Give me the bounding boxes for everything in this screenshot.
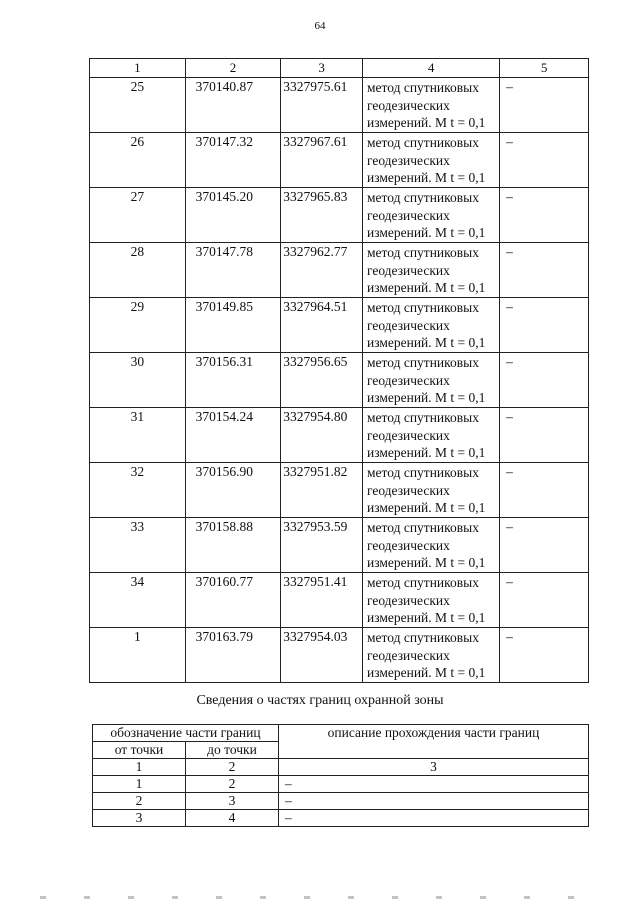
page-number: 64 (314, 20, 326, 32)
column-header: 3 (281, 59, 363, 78)
y-coordinate-cell: 3327964.51 (281, 298, 363, 353)
note-cell: – (500, 298, 589, 353)
y-coordinate-cell: 3327975.61 (281, 78, 363, 133)
y-coordinate-cell: 3327953.59 (281, 518, 363, 573)
description-cell: – (279, 793, 589, 810)
table-row (90, 188, 589, 243)
table-row (90, 408, 589, 463)
table-row (90, 133, 589, 188)
section-title: Сведения о частях границ охранной зоны (196, 693, 444, 708)
from-point-cell: 2 (93, 793, 186, 810)
scan-artifact-line (40, 896, 600, 899)
note-cell: – (500, 518, 589, 573)
column-number: 2 (186, 759, 279, 776)
y-coordinate-cell: 3327965.83 (281, 188, 363, 243)
table-row (90, 243, 589, 298)
from-point-cell: 3 (93, 810, 186, 827)
to-point-cell: 2 (186, 776, 279, 793)
description-cell: – (279, 776, 589, 793)
point-number-cell: 1 (90, 628, 186, 683)
x-coordinate-cell: 370156.90 (185, 463, 281, 518)
boundary-description-header: описание прохождения части границ (279, 725, 589, 759)
x-coordinate-cell: 370158.88 (185, 518, 281, 573)
table-row (90, 573, 589, 628)
note-cell: – (500, 628, 589, 683)
boundary-parts-table-body (93, 725, 589, 827)
method-cell: метод спутниковых геодезических измерений. M t = 0,1 (362, 78, 499, 133)
to-point-cell: 3 (186, 793, 279, 810)
table-row (90, 78, 589, 133)
coordinates-table-body (90, 78, 589, 683)
point-number-cell: 28 (90, 243, 186, 298)
y-coordinate-cell: 3327951.82 (281, 463, 363, 518)
note-cell: – (500, 243, 589, 298)
method-cell: метод спутниковых геодезических измерений. M t = 0,1 (362, 628, 499, 683)
y-coordinate-cell: 3327956.65 (281, 353, 363, 408)
table-row (90, 298, 589, 353)
x-coordinate-cell: 370145.20 (185, 188, 281, 243)
y-coordinate-cell: 3327954.03 (281, 628, 363, 683)
point-number-cell: 29 (90, 298, 186, 353)
column-header: 1 (90, 59, 186, 78)
x-coordinate-cell: 370156.31 (185, 353, 281, 408)
to-point-header: до точки (186, 742, 279, 759)
table-row (93, 793, 589, 810)
boundary-parts-table (92, 724, 589, 827)
point-number-cell: 26 (90, 133, 186, 188)
note-cell: – (500, 78, 589, 133)
point-number-cell: 33 (90, 518, 186, 573)
method-cell: метод спутниковых геодезических измерений. M t = 0,1 (362, 133, 499, 188)
column-number: 1 (93, 759, 186, 776)
note-cell: – (500, 463, 589, 518)
table-header-row (90, 59, 589, 78)
x-coordinate-cell: 370147.78 (185, 243, 281, 298)
method-cell: метод спутниковых геодезических измерений. M t = 0,1 (362, 188, 499, 243)
column-number: 3 (279, 759, 589, 776)
table-row (93, 810, 589, 827)
table-row (90, 353, 589, 408)
boundary-part-designation-header: обозначение части границ (93, 725, 279, 742)
point-number-cell: 31 (90, 408, 186, 463)
point-number-cell: 27 (90, 188, 186, 243)
column-number-row (93, 759, 589, 776)
to-point-cell: 4 (186, 810, 279, 827)
from-point-cell: 1 (93, 776, 186, 793)
table-row (90, 628, 589, 683)
coordinates-table (89, 58, 589, 683)
point-number-cell: 25 (90, 78, 186, 133)
x-coordinate-cell: 370140.87 (185, 78, 281, 133)
point-number-cell: 30 (90, 353, 186, 408)
point-number-cell: 34 (90, 573, 186, 628)
note-cell: – (500, 188, 589, 243)
x-coordinate-cell: 370147.32 (185, 133, 281, 188)
note-cell: – (500, 573, 589, 628)
note-cell: – (500, 353, 589, 408)
x-coordinate-cell: 370149.85 (185, 298, 281, 353)
table-row (93, 776, 589, 793)
method-cell: метод спутниковых геодезических измерений. M t = 0,1 (362, 298, 499, 353)
y-coordinate-cell: 3327962.77 (281, 243, 363, 298)
table-row (90, 463, 589, 518)
table-header-row (93, 725, 589, 742)
method-cell: метод спутниковых геодезических измерений. M t = 0,1 (362, 518, 499, 573)
y-coordinate-cell: 3327954.80 (281, 408, 363, 463)
point-number-cell: 32 (90, 463, 186, 518)
x-coordinate-cell: 370160.77 (185, 573, 281, 628)
method-cell: метод спутниковых геодезических измерений. M t = 0,1 (362, 353, 499, 408)
column-header: 5 (500, 59, 589, 78)
note-cell: – (500, 408, 589, 463)
y-coordinate-cell: 3327951.41 (281, 573, 363, 628)
column-header: 2 (185, 59, 281, 78)
method-cell: метод спутниковых геодезических измерений. M t = 0,1 (362, 463, 499, 518)
method-cell: метод спутниковых геодезических измерений. M t = 0,1 (362, 573, 499, 628)
y-coordinate-cell: 3327967.61 (281, 133, 363, 188)
column-header: 4 (362, 59, 499, 78)
description-cell: – (279, 810, 589, 827)
method-cell: метод спутниковых геодезических измерений. M t = 0,1 (362, 408, 499, 463)
x-coordinate-cell: 370163.79 (185, 628, 281, 683)
note-cell: – (500, 133, 589, 188)
from-point-header: от точки (93, 742, 186, 759)
x-coordinate-cell: 370154.24 (185, 408, 281, 463)
table-row (90, 518, 589, 573)
method-cell: метод спутниковых геодезических измерений. M t = 0,1 (362, 243, 499, 298)
